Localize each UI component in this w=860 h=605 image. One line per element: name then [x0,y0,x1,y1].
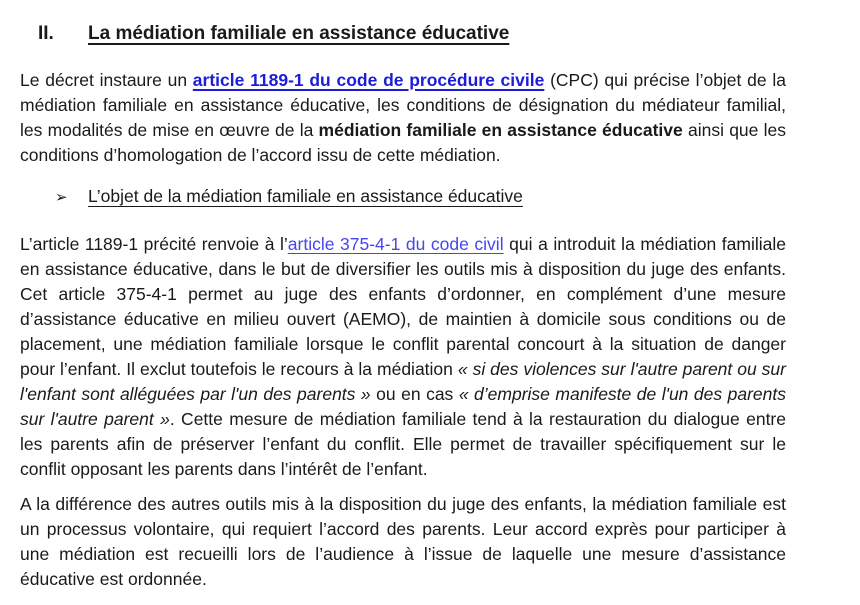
text-segment-normal: A la différence des autres outils mis à la disposition du juge des enfants, la médiation familiale est un processus volontaire, qui requiert l’accord des parents. Leur accord exprès pour participer à une médiation est recueilli lors de l’audience à l’issue de laquelle une mesure d’assistance éducative est ordonnée. [20,494,786,589]
text-segment-normal: ainsi que les conditions d’homologation de l’accord issu de cette médiation. [20,120,786,165]
link-article-1189-1-cpc[interactable]: article 1189-1 du code de procédure civile [192,70,545,90]
section-title: La médiation familiale en assistance éducative [88,23,510,44]
paragraph-decret-intro [20,68,786,168]
text-segment-normal: (CPC) qui précise l’objet de la médiation familiale en assistance éducative, les conditions de désignation du médiateur familial, les modalités de mise en œuvre de la [20,70,786,140]
text-segment-bold: médiation familiale en assistance éducative [318,120,683,140]
subsection-title: L’objet de la médiation familiale en assistance éducative [88,186,523,206]
section-heading [38,20,786,47]
text-segment-normal: qui a introduit la médiation familiale en assistance éducative, dans le but de diversifier les outils mis à disposition du juge des enfants. Cet article 375-4-1 permet au juge des enfants d’ordonner, en complément d’une mesure d’assistance éducative en milieu ouvert (AEMO), de maintien à domicile sous conditions ou de placement, une médiation familiale lorsque le conflit parental concourt à la situation de danger pour l’enfant. Il exclut toutefois le recours à la médiation [20,234,786,379]
section-number: II. [38,23,54,44]
arrow-bullet-icon: ➢ [55,189,68,206]
paragraph-processus-volontaire [20,492,786,592]
text-segment-normal: . Cette mesure de médiation familiale tend à la restauration du dialogue entre les parents afin de préserver l’enfant du conflit. Elle permet de travailler spécifiquement sur le conflit opposant les parents dans l’intérêt de l’enfant. [20,409,786,479]
text-segment-italic: « d’emprise manifeste de l'un des parents sur l'autre parent » [20,384,786,429]
subsection-heading [55,184,786,210]
paragraph-article-375-4-1 [20,232,786,482]
text-segment-normal: Le décret instaure un [20,70,193,90]
text-segment-italic: « si des violences sur l'autre parent ou sur l'enfant sont alléguées par l'un des parents » [20,359,786,404]
text-segment-normal: L’article 1189-1 précité renvoie à l’ [20,234,288,254]
text-segment-normal: ou en cas [370,384,459,404]
link-article-375-4-1-code-civil[interactable]: article 375-4-1 du code civil [287,234,504,254]
